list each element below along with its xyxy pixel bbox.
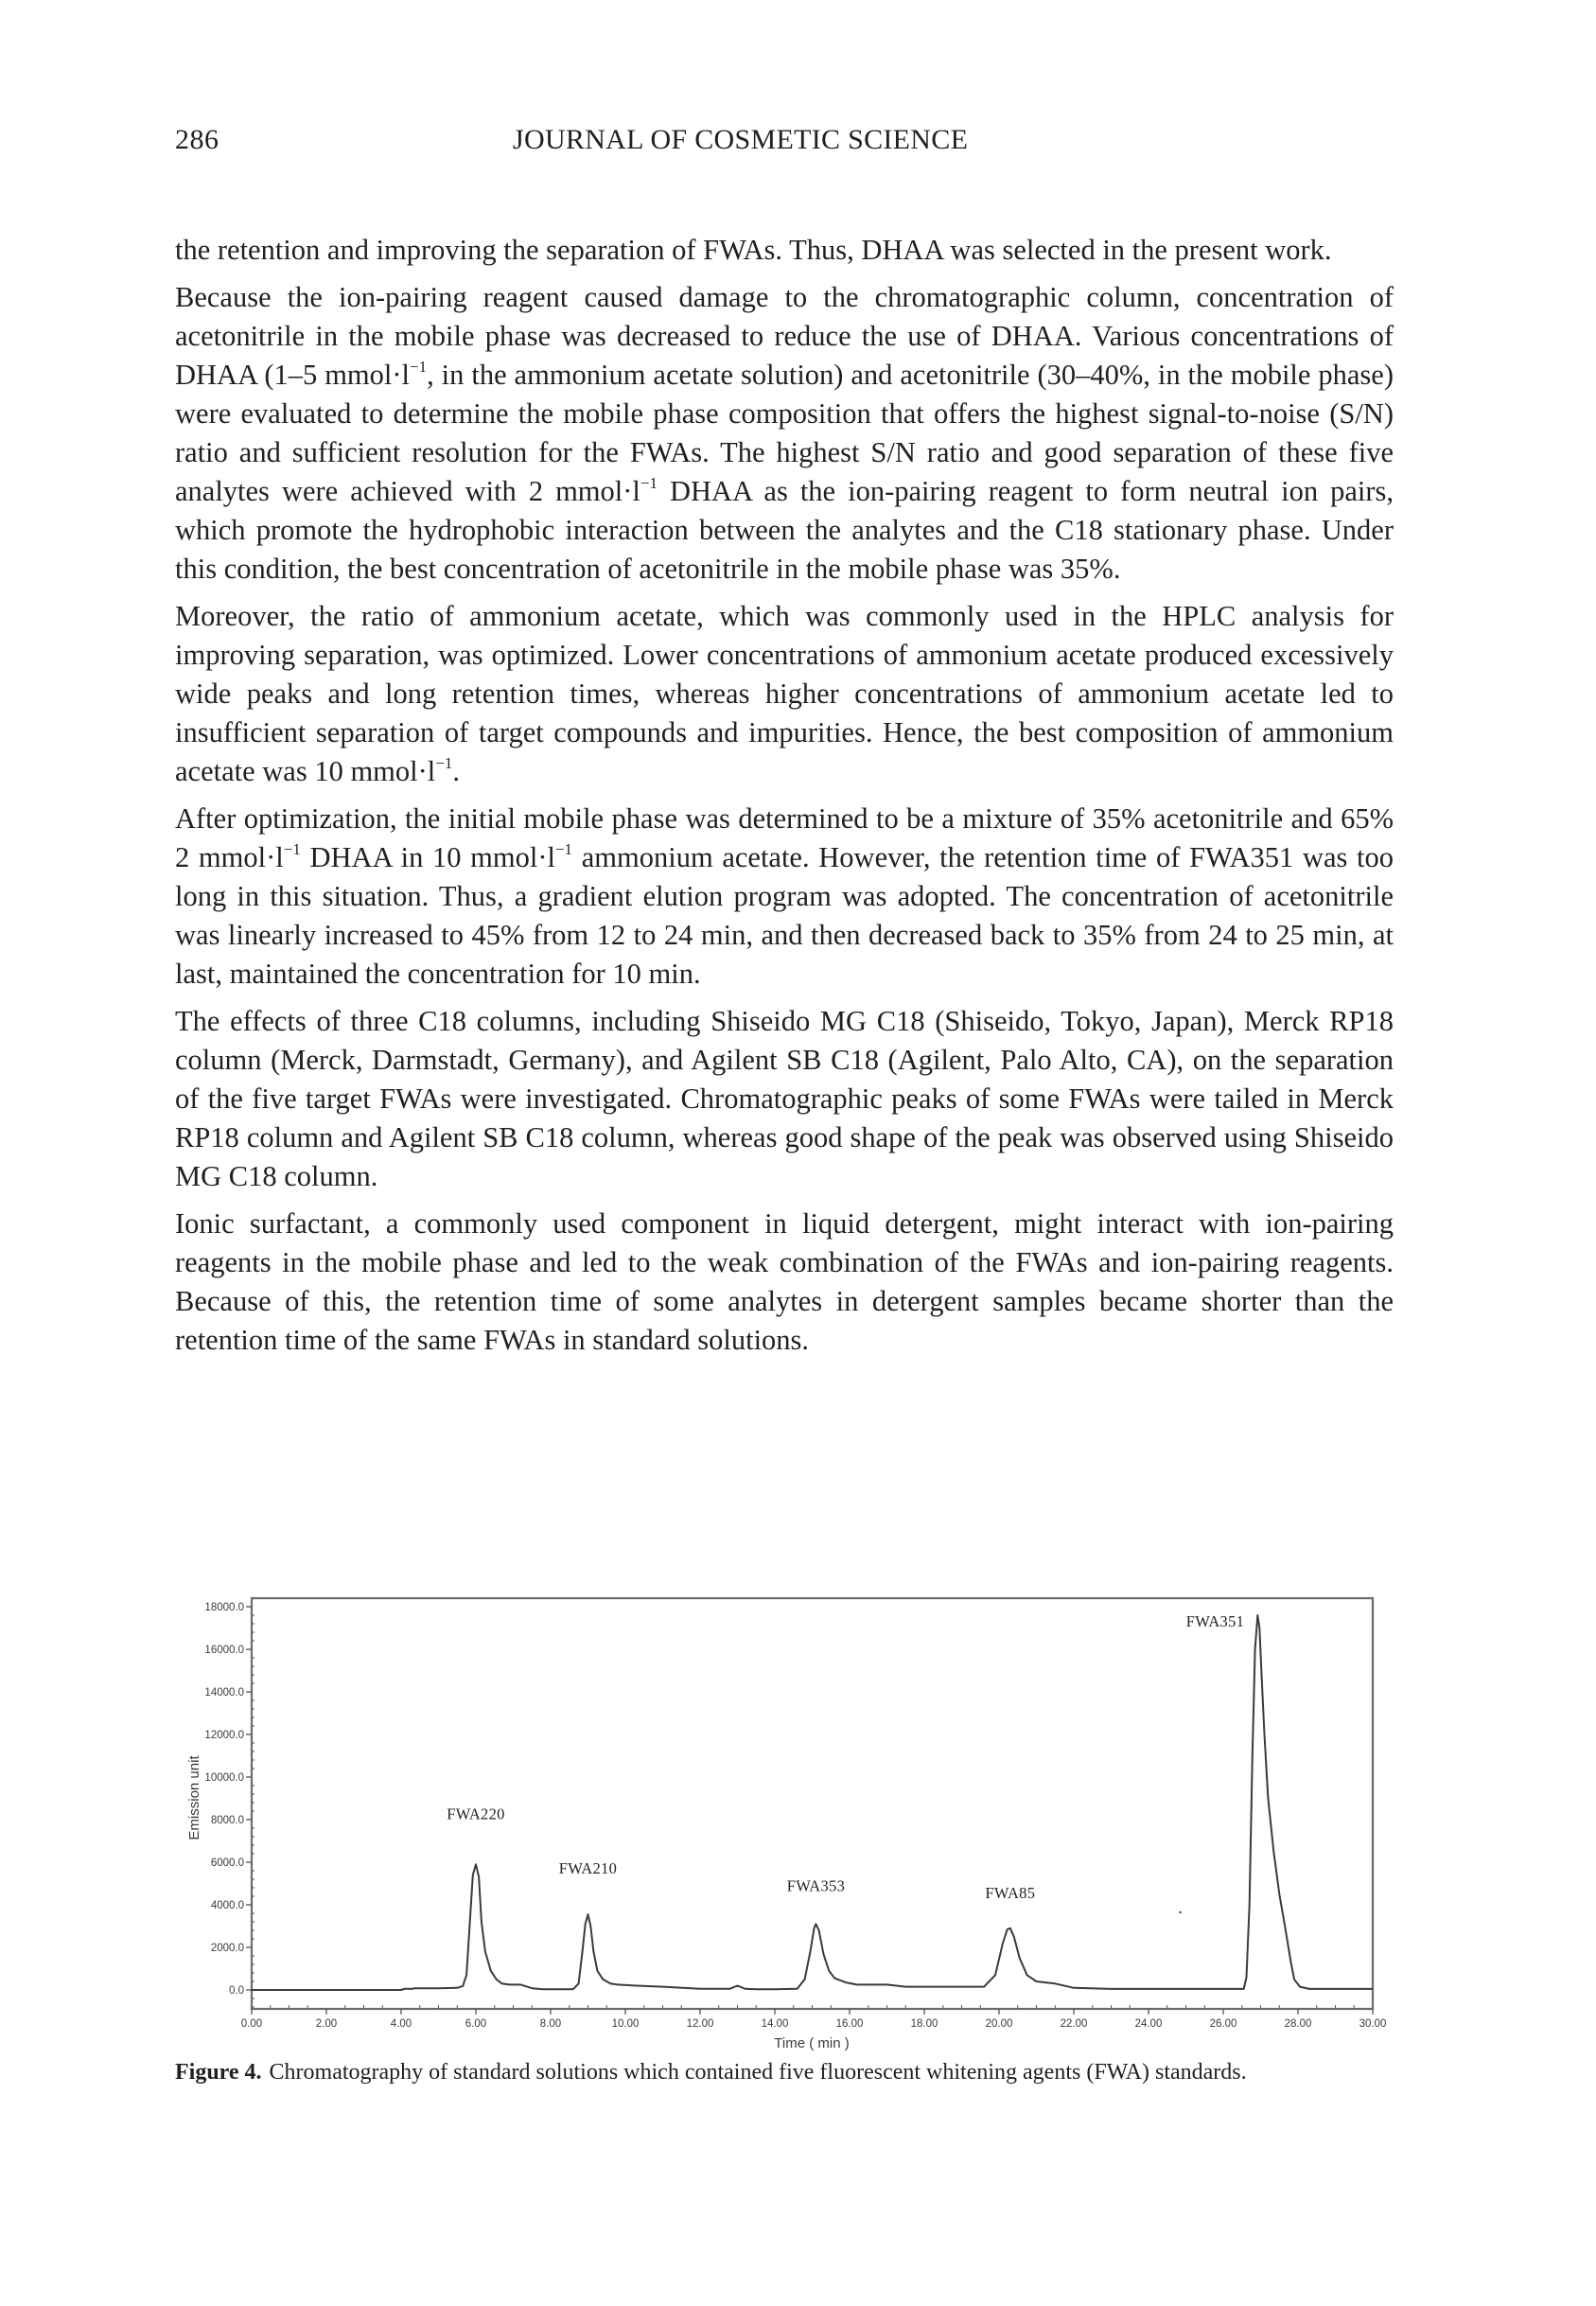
paragraph-text: The effects of three C18 columns, including Shiseido MG C18 (Shiseido, Tokyo, Japan), Merck RP18 column (Merck, Darmstadt, Germany), and Agilent SB C18 (Agilent, Palo Alto, CA), on the separation of the five target FWAs were investigated. Chromatographic peaks of some FWAs were tailed in Merck RP18 column and Agilent SB C18 column, whereas good shape of the peak was observed using Shiseido MG C18 column. bbox=[175, 1005, 1394, 1192]
paragraph-text: DHAA as the ion-pairing reagent to form neutral ion pairs, which promote the hydrophobic interaction between the analytes and the C18 stationary phase. Under this condition, the best concentration of acetonitrile in the mobile phase was 35%. bbox=[175, 475, 1394, 585]
paragraph-text: DHAA in 10 mmol·l bbox=[300, 841, 555, 873]
x-tick-label: 8.00 bbox=[539, 2018, 562, 2030]
y-tick-label: 16000.0 bbox=[204, 1645, 244, 1656]
paragraph-text: the retention and improving the separation of FWAs. Thus, DHAA was selected in the present work. bbox=[175, 234, 1332, 266]
x-tick-label: 10.00 bbox=[611, 2018, 640, 2030]
chart-ticks bbox=[204, 1598, 1386, 2030]
y-tick-label: 2000.0 bbox=[210, 1943, 244, 1954]
y-tick-label: 6000.0 bbox=[210, 1857, 244, 1869]
paragraph-text: Moreover, the ratio of ammonium acetate, which was commonly used in the HPLC analysis for improving separation, was optimized. Lower concentrations of ammonium acetate produced excessively wide peaks and long retention times, whereas higher concentrations of ammonium acetate led to insufficient separation of target compounds and impurities. Hence, the best composition of ammonium acetate was 10 mmol·l bbox=[175, 600, 1394, 787]
x-tick-label: 0.00 bbox=[240, 2018, 263, 2030]
y-tick-label: 18000.0 bbox=[204, 1602, 244, 1613]
y-axis-title: Emission unit bbox=[186, 1755, 202, 1840]
y-tick-label: 14000.0 bbox=[204, 1687, 244, 1699]
x-tick-label: 14.00 bbox=[761, 2018, 789, 2030]
superscript: −1 bbox=[554, 840, 573, 858]
chart-plot-area bbox=[252, 1615, 1373, 1990]
peak-label-fwa210: FWA210 bbox=[558, 1859, 618, 1878]
superscript: −1 bbox=[283, 840, 301, 858]
peak-label-fwa85: FWA85 bbox=[985, 1883, 1036, 1902]
x-tick-label: 28.00 bbox=[1284, 2018, 1312, 2030]
x-tick-label: 30.00 bbox=[1359, 2018, 1387, 2030]
peak-label-fwa353: FWA353 bbox=[786, 1876, 846, 1895]
plot-frame bbox=[252, 1598, 1373, 2009]
paragraph-text: Because the ion-pairing reagent caused damage to the chromatographic column, concentration of acetonitrile in the mobile phase was decreased to reduce the use of DHAA. Various concentrations of DHAA (1–5 mmol·l bbox=[175, 281, 1394, 391]
x-tick-label: 2.00 bbox=[315, 2018, 338, 2030]
x-tick-label: 20.00 bbox=[985, 2018, 1013, 2030]
x-tick-label: 22.00 bbox=[1060, 2018, 1088, 2030]
figure-caption-text: Chromatography of standard solutions which contained five fluorescent whitening agents (FWA) standards. bbox=[269, 2060, 1247, 2085]
x-tick-label: 12.00 bbox=[686, 2018, 714, 2030]
x-tick-label: 18.00 bbox=[910, 2018, 938, 2030]
superscript: −1 bbox=[410, 358, 428, 376]
y-tick-label: 0.0 bbox=[229, 1985, 244, 1997]
paragraph-text: . bbox=[452, 755, 460, 787]
y-tick-label: 4000.0 bbox=[210, 1900, 244, 1911]
paragraph-text: ammonium acetate. However, the retention time of FWA351 was too long in this situation. Thus, a gradient elution program was adopted. The concentration of acetonitrile was linearly increased to 45% from 12 to 24 min, and then decreased back to 35% from 24 to 25 min, at last, maintained the concentration for 10 min. bbox=[175, 841, 1394, 990]
y-tick-label: 8000.0 bbox=[210, 1815, 244, 1826]
x-tick-label: 4.00 bbox=[390, 2018, 412, 2030]
y-tick-label: 10000.0 bbox=[204, 1772, 244, 1784]
figure-caption bbox=[175, 2057, 1394, 2087]
superscript: −1 bbox=[435, 754, 453, 772]
journal-title: JOURNAL OF COSMETIC SCIENCE bbox=[513, 124, 969, 155]
chromatogram-trace bbox=[252, 1615, 1373, 1990]
y-tick-label: 12000.0 bbox=[204, 1730, 244, 1741]
paragraph-text: , in the ammonium acetate solution) and acetonitrile (30–40%, in the mobile phase) were evaluated to determine the mobile phase composition that offers the highest signal-to-noise (S/N) ratio and sufficient resolution for the FWAs. The highest S/N ratio and good separation of these five analytes were achieved with 2 mmol·l bbox=[175, 359, 1394, 507]
peak-label-fwa351: FWA351 bbox=[1185, 1612, 1245, 1630]
peak-label-fwa220: FWA220 bbox=[447, 1804, 505, 1823]
superscript: −1 bbox=[640, 474, 658, 492]
x-tick-label: 26.00 bbox=[1209, 2018, 1237, 2030]
stray-dot bbox=[1179, 1911, 1182, 1914]
x-axis-title: Time ( min ) bbox=[774, 2035, 850, 2051]
paragraph-text: After optimization, the initial mobile phase was determined to be a mixture of 35% acetonitrile and 65% 2 mmol·l bbox=[175, 802, 1394, 873]
x-tick-label: 24.00 bbox=[1134, 2018, 1163, 2030]
paragraph-text: Ionic surfactant, a commonly used component in liquid detergent, might interact with ion-pairing reagents in the mobile phase and led to the weak combination of the FWAs and ion-pairing reagents. Because of this, the retention time of some analytes in detergent samples became shorter than the retention time of the same FWAs in standard solutions. bbox=[175, 1207, 1394, 1356]
figure-label: Figure 4. bbox=[175, 2060, 262, 2085]
x-tick-label: 6.00 bbox=[465, 2018, 487, 2030]
x-tick-label: 16.00 bbox=[835, 2018, 864, 2030]
page-number: 286 bbox=[175, 124, 219, 155]
chart-axes bbox=[252, 1598, 1373, 2009]
chart-peak-labels bbox=[447, 1612, 1244, 1902]
